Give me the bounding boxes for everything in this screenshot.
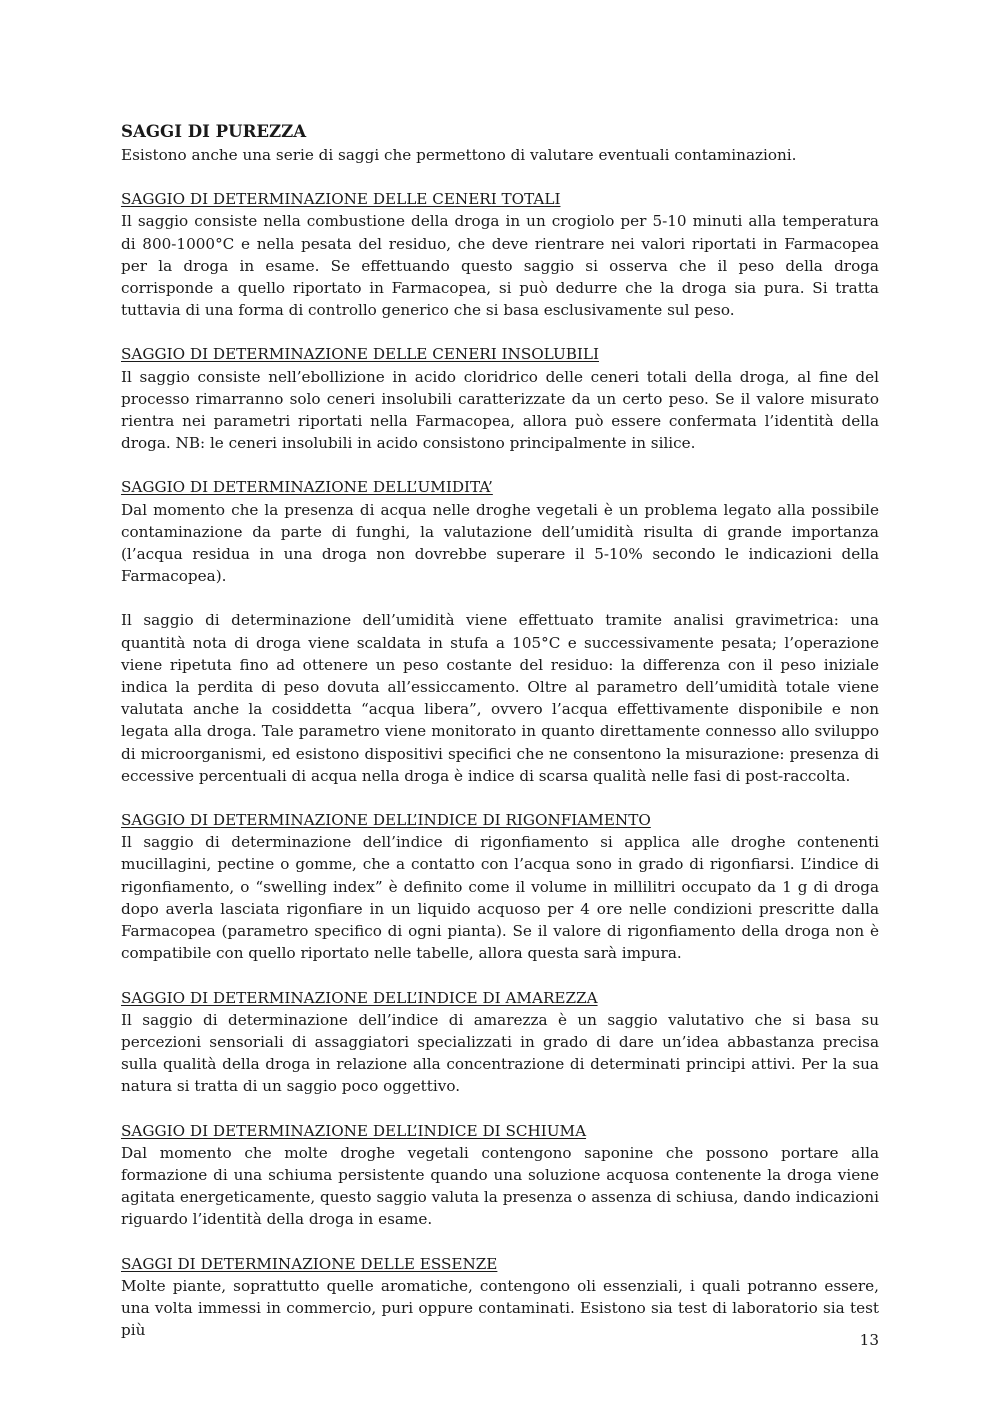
section-heading: SAGGIO DI DETERMINAZIONE DELL’INDICE DI RIGONFIAMENTO	[121, 811, 651, 830]
section-paragraph: Molte piante, soprattutto quelle aromatiche, contengono oli essenziali, i quali potranno essere, una volta immessi in commercio, puri oppure contaminati. Esistono sia test di laboratorio sia test più	[121, 1276, 879, 1340]
section-heading: SAGGIO DI DETERMINAZIONE DELLE CENERI INSOLUBILI	[121, 345, 599, 364]
page-title: SAGGI DI PUREZZA	[121, 121, 307, 141]
page-number: 13	[859, 1331, 879, 1349]
section-heading: SAGGIO DI DETERMINAZIONE DELL’INDICE DI AMAREZZA	[121, 988, 598, 1007]
section-indice-amarezza	[121, 987, 879, 1098]
section-paragraph: Dal momento che molte droghe vegetali contengono saponine che possono portare alla formazione di una schiuma persistente quando una soluzione acquosa contenente la droga viene agitata energeticamente, questo saggio valuta la presenza o assenza di schiusa, dando indicazioni riguardo l’identità della droga in esame.	[121, 1143, 879, 1229]
section-heading: SAGGIO DI DETERMINAZIONE DELLE CENERI TOTALI	[121, 190, 561, 209]
section-ceneri-totali	[121, 188, 879, 321]
section-umidita	[121, 476, 879, 787]
section-paragraph: Il saggio di determinazione dell’umidità viene effettuato tramite analisi gravimetrica: una quantità nota di droga viene scaldata in stufa a 105°C e successivamente pesata; l’operazione viene ripetuta fino ad ottenere un peso costante del residuo: la differenza con il peso iniziale indica la perdita di peso dovuta all’essiccamento. Oltre al parametro dell’umidità totale viene valutata anche la cosiddetta “acqua libera”, ovvero l’acqua effettivamente disponibile e non legata alla droga. Tale parametro viene monitorato in quanto direttamente connesso allo sviluppo di microorganismi, ed esistono dispositivi specifici che ne consentono la misurazione: presenza di eccessive percentuali di acqua nella droga è indice di scarsa qualità nelle fasi di post-raccolta.	[121, 611, 879, 785]
section-indice-schiuma	[121, 1120, 879, 1231]
section-paragraph: Il saggio di determinazione dell’indice di amarezza è un saggio valutativo che si basa su percezioni sensoriali di assaggiatori specializzati in grado di dare un’idea abbastanza precisa sulla qualità della droga in relazione alla concentrazione di determinati principi attivi. Per la sua natura si tratta di un saggio poco oggettivo.	[121, 1010, 879, 1096]
section-paragraph: Il saggio consiste nell’ebollizione in acido cloridrico delle ceneri totali della droga, al fine del processo rimarranno solo ceneri insolubili caratterizzate da un certo peso. Se il valore misurato rientra nei parametri riportati nella Farmacopea, allora può essere confermata l’identità della droga. NB: le ceneri insolubili in acido consistono principalmente in silice.	[121, 367, 879, 453]
section-paragraph: Il saggio consiste nella combustione della droga in un crogiolo per 5-10 minuti alla temperatura di 800-1000°C e nella pesata del residuo, che deve rientrare nei valori riportati in Farmacopea per la droga in esame. Se effettuando questo saggio si osserva che il peso della droga corrisponde a quello riportato in Farmacopea, si può dedurre che la droga sia pura. Si tratta tuttavia di una forma di controllo generico che si basa esclusivamente sul peso.	[121, 212, 879, 320]
document-page	[121, 118, 879, 1341]
intro-text: Esistono anche una serie di saggi che permettono di valutare eventuali contaminazioni.	[121, 146, 797, 164]
section-ceneri-insolubili	[121, 343, 879, 454]
section-essenze	[121, 1253, 879, 1342]
section-paragraph: Dal momento che la presenza di acqua nelle droghe vegetali è un problema legato alla possibile contaminazione da parte di funghi, la valutazione dell’umidità risulta di grande importanza (l’acqua residua in una droga non dovrebbe superare il 5-10% secondo le indicazioni della Farmacopea).	[121, 500, 879, 586]
section-heading: SAGGIO DI DETERMINAZIONE DELL’INDICE DI SCHIUMA	[121, 1121, 587, 1140]
section-indice-rigonfiamento	[121, 809, 879, 964]
section-paragraph: Il saggio di determinazione dell’indice di rigonfiamento si applica alle droghe contenenti mucillagini, pectine o gomme, che a contatto con l’acqua sono in grado di rigonfiarsi. L’indice di rigonfiamento, o “swelling index” è definito come il volume in millilitri occupato da 1 g di droga dopo averla lasciata rigonfiare in un liquido acquoso per 4 ore nelle condizioni prescritte dalla Farmacopea (parametro specifico di ogni pianta). Se il valore di rigonfiamento della droga non è compatibile con quello riportato nelle tabelle, allora questa sarà impura.	[121, 833, 879, 963]
section-heading: SAGGI DI DETERMINAZIONE DELLE ESSENZE	[121, 1254, 498, 1273]
section-heading: SAGGIO DI DETERMINAZIONE DELL’UMIDITA’	[121, 478, 493, 497]
